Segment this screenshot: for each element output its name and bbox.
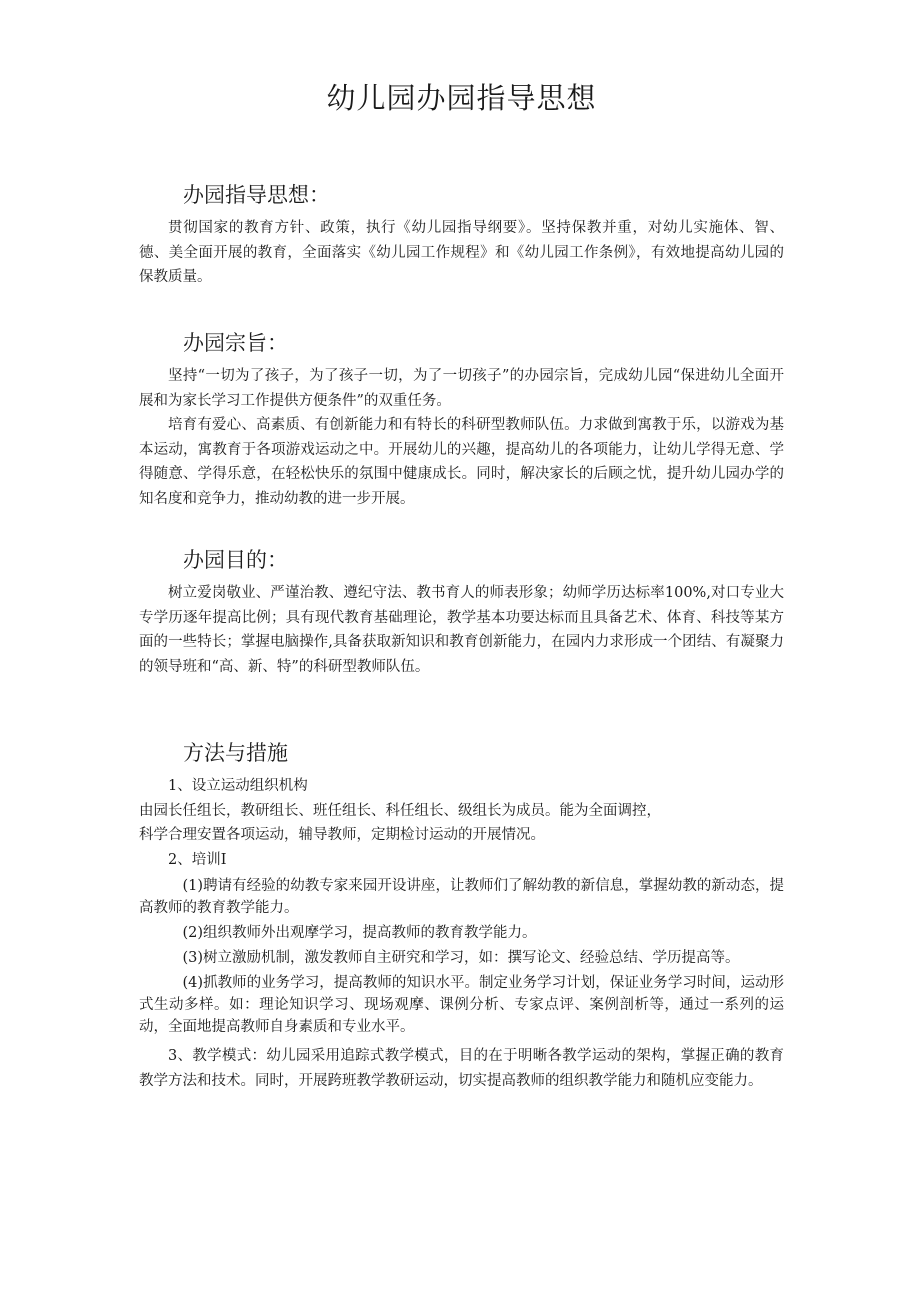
section-guiding-thought bbox=[139, 180, 784, 290]
goal-heading: 办园目的： bbox=[183, 548, 288, 572]
purpose-paragraph-2: 培育有爱心、高素质、有创新能力和有特长的科研型教师队伍。力求做到寓教于乐，以游戏为基本运动，寓教育于各项游戏运动之中。开展幼儿的兴趣，提高幼儿的各项能力，让幼儿学得无意、学得随意、学得乐意，在轻松快乐的氛围中健康成长。同时，解决家长的后顾之忧，提升幼儿园办学的知名度和竞争力，推动幼教的进一步开展。 bbox=[139, 417, 784, 507]
section-purpose bbox=[139, 328, 784, 511]
purpose-heading: 办园宗旨： bbox=[183, 331, 288, 355]
methods-item-2-title: 2、培训Ⅰ bbox=[168, 851, 227, 868]
methods-item-2-sub-4: (4)抓教师的业务学习，提高教师的知识水平。制定业务学习计划，保证业务学习时间，运动形式生动多样。如：理论知识学习、现场观摩、课例分析、专家点评、案例剖析等，通过一系列的运动，全面地提高教师自身素质和专业水平。 bbox=[139, 975, 784, 1035]
page-title: 幼儿园办园指导思想 bbox=[326, 81, 597, 115]
methods-heading: 方法与措施 bbox=[183, 741, 288, 765]
methods-item-2-sub-2: (2)组织教师外出观摩学习，提高教师的教育教学能力。 bbox=[182, 925, 537, 941]
methods-item-1-line-2: 科学合理安置各项运动，辅导教师，定期检讨运动的开展情况。 bbox=[139, 827, 545, 843]
methods-item-3: 3、教学模式：幼儿园采用追踪式教学模式，目的在于明晰各教学运动的架构，掌握正确的教育教学方法和技术。同时，开展跨班教学教研运动，切实提高教师的组织教学能力和随机应变能力。 bbox=[139, 1048, 784, 1089]
methods-item-1-title: 1、设立运动组织机构 bbox=[168, 778, 308, 794]
methods-item-2-sub-1: (1)聘请有经验的幼教专家来园开设讲座，让教师们了解幼教的新信息，掌握幼教的新动态，提高教师的教育教学能力。 bbox=[139, 878, 784, 916]
section-methods bbox=[139, 738, 784, 1093]
guiding-paragraph: 贯彻国家的教育方针、政策，执行《幼儿园指导纲要》。坚持保教并重，对幼儿实施体、智、德、美全面开展的教育，全面落实《幼儿园工作规程》和《幼儿园工作条例》，有效地提高幼儿园的保教质量。 bbox=[139, 220, 784, 285]
guiding-heading: 办园指导思想： bbox=[183, 183, 330, 207]
goal-paragraph: 树立爱岗敬业、严谨治教、遵纪守法、教书育人的师表形象；幼师学历达标率100%,对口专业大专学历逐年提高比例；具有现代教育基础理论，教学基本功要达标而且具备艺术、体育、科技等某方面的一些特长；掌握电脑操作,具备获取新知识和教育创新能力，在园内力求形成一个团结、有凝聚力的领导班和“高、新、特”的科研型教师队伍。 bbox=[139, 585, 784, 675]
section-goal bbox=[139, 545, 784, 679]
methods-item-1-line-1: 由园长任组长，教研组长、班任组长、科任组长、级组长为成员。能为全面调控， bbox=[139, 802, 661, 819]
methods-item-2-sub-3: (3)树立激励机制，激发教师自主研究和学习，如：撰写论文、经验总结、学历提高等。 bbox=[182, 950, 740, 966]
purpose-paragraph-1: 坚持“一切为了孩子，为了孩子一切，为了一切孩子”的办园宗旨，完成幼儿园“保进幼儿全面开展和为家长学习工作提供方便条件”的双重任务。 bbox=[139, 368, 784, 409]
